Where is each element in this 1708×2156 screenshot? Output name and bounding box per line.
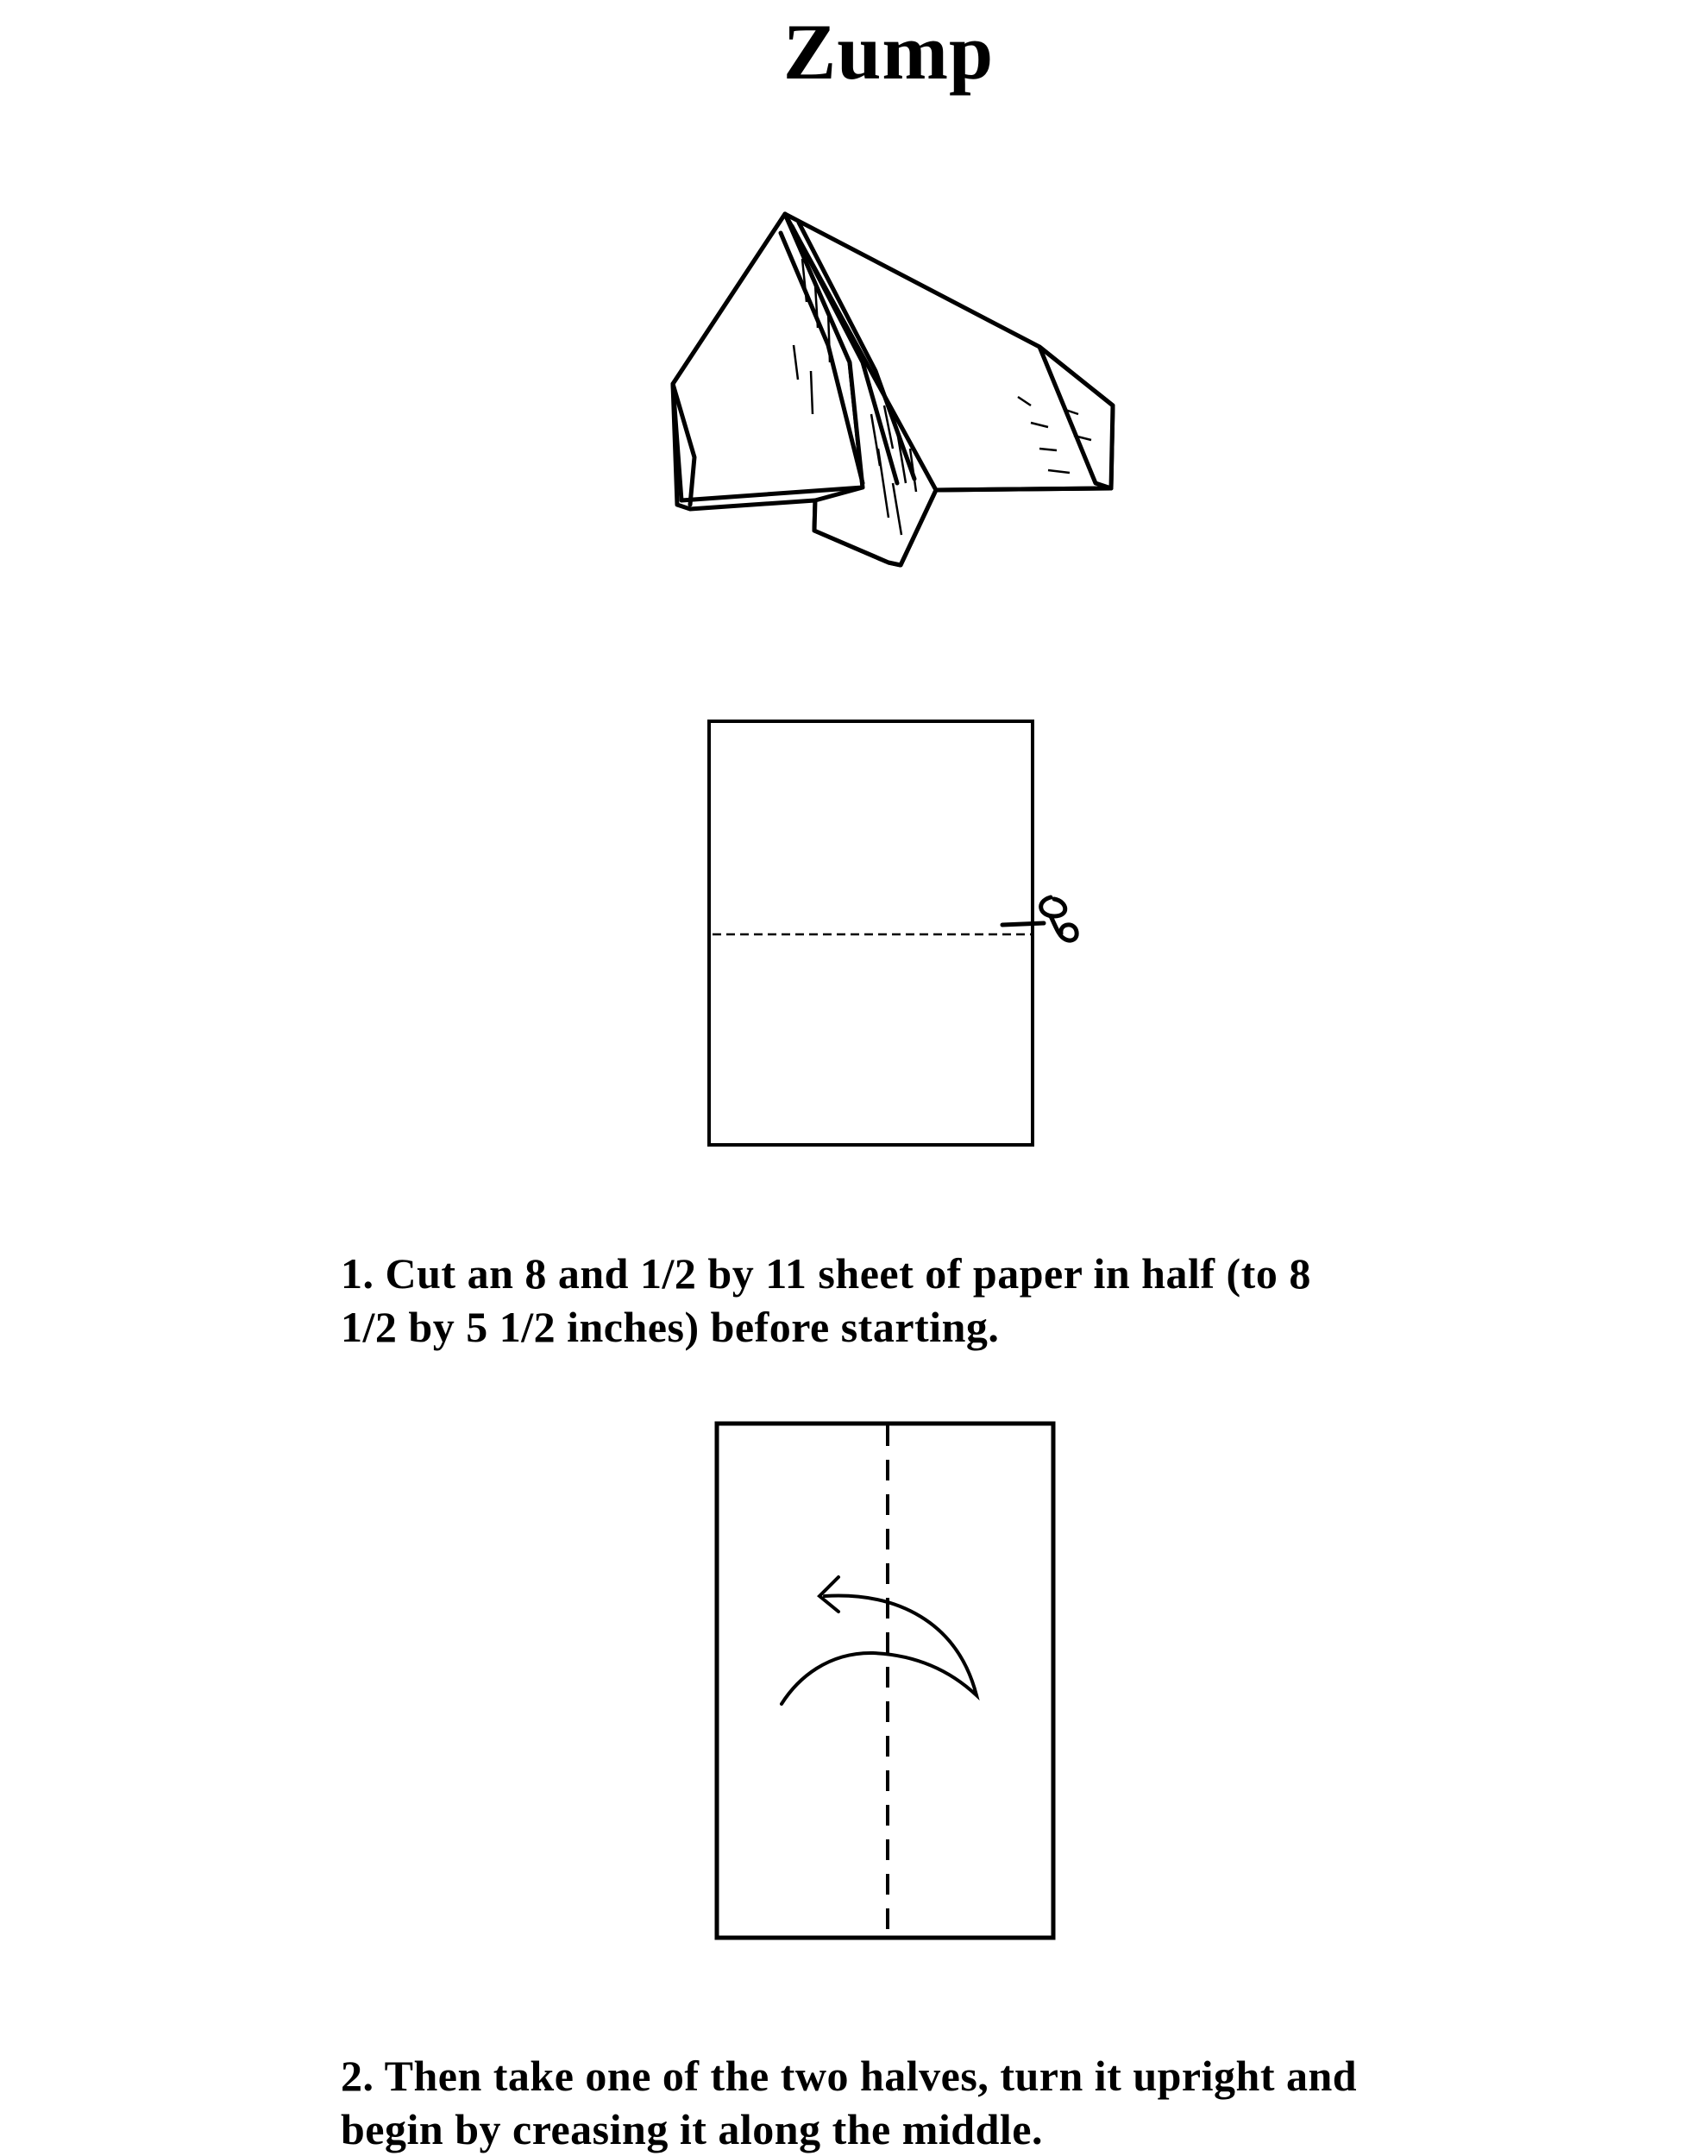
step-2-line-1: 2. Then take one of the two halves, turn it upright and (341, 2052, 1358, 2100)
step-1-line-2: 1/2 by 5 1/2 inches) before starting. (341, 1303, 1000, 1351)
step-2-instruction (341, 2049, 1531, 2156)
page-title: Zump (782, 8, 995, 96)
step-2-line-2: begin by creasing it along the middle. (341, 2105, 1043, 2153)
paper-sheet-upright (717, 1424, 1053, 1938)
step-1-line-1: 1. Cut an 8 and 1/2 by 11 sheet of paper in half (to 8 (341, 1249, 1311, 1298)
